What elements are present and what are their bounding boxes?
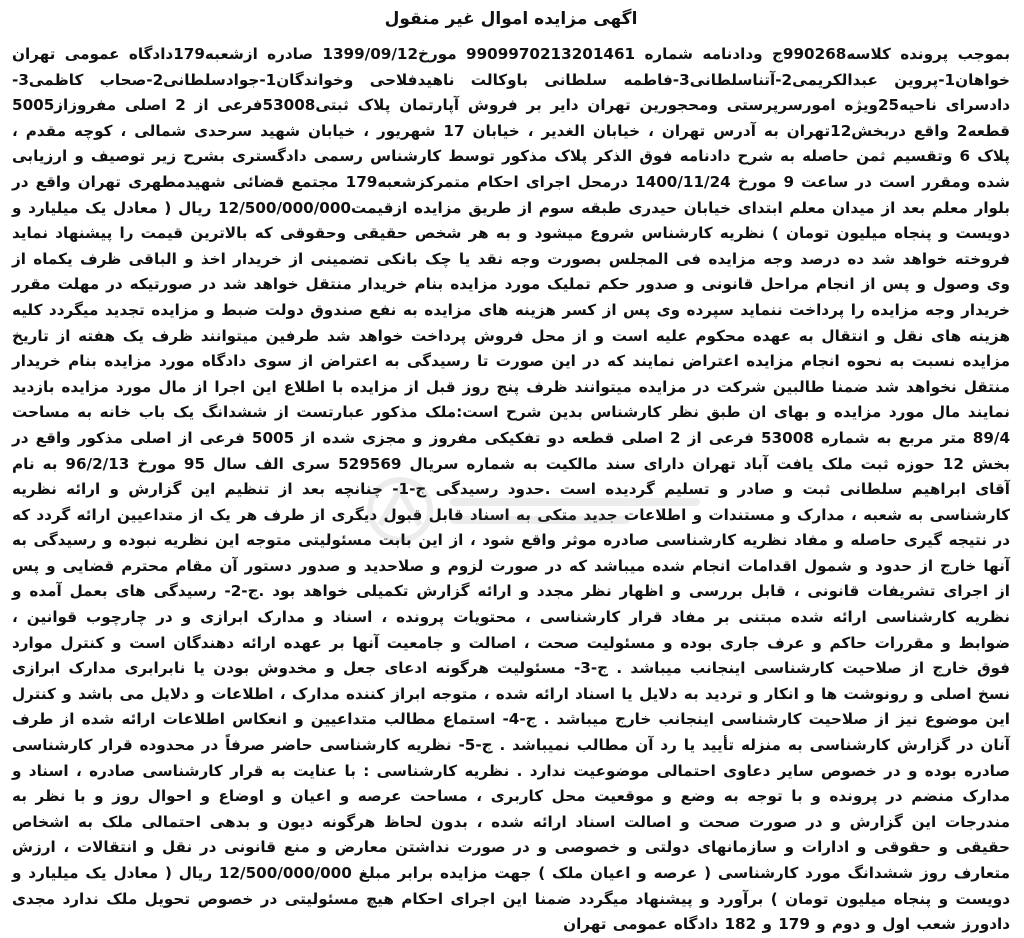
notice-body: بموجب پرونده کلاسه990268ج ودادنامه شماره 9909970213201461 مورخ1399/09/12 صادره ازشعبه179دادگاه عمومی تهران خواهان1-پروین عبدالکریمی2-آتناسلطانی3-فاطمه سلطانی باوکالت ناهیدفلاحی وخواندگان1-جوادسلطانی2-صحاب کاظمی3-دادسرای ناحیه25ویژه امورسرپرستی ومحجورین تهران دایر بر فروش آپارتمان پلاک ثبتی53008فرعی از 2 اصلی مفروزاز5005 قطعه2 واقع دربخش12تهران به آدرس تهران ، خیابان الغدیر ، خیابان 17 شهریور ، خیابان شهید سرحدی شمالی ، کوچه مقدم ، پلاک 6 وتقسیم ثمن حاصله به شرح دادنامه فوق الذکر پلاک مذکور توسط کارشناس رسمی دادگستری بشرح زیر توصیف و ارزیابی شده ومقرر است در ساعت 9 مورخ 1400/11/24 درمحل اجرای احکام متمرکزشعبه179 مجتمع قضائی شهیدمطهری تهران واقع در بلوار معلم بعد از میدان معلم ابتدای خیابان حیدری طبقه سوم از طریق مزایده ازقیمت12/500/000/000 ریال ( معادل یک میلیارد و دویست و پنجاه میلیون تومان ) نظریه کارشناس شروع میشود و به هر شخص حقیقی وحقوقی که بالاترین قیمت را پیشنهاد نماید فروخته خواهد شد ده درصد وجه مزایده فی المجلس بصورت وجه نقد یا چک بانکی تضمینی از خریدار اخذ و الباقی ظرف یکماه از وی وصول و پس از انجام مراحل قانونی و صدور حکم تملیک مورد مزایده بنام خریدار منتقل خواهد شد در صورتیکه در مهلت مقرر خریدار وجه مزایده را پرداخت ننماید سپرده وی پس از کسر هزینه های مزایده به نفع صندوق دولت ضبط و مزایده تجدید میگردد کلیه هزینه های نقل و انتقال به عهده محکوم علیه است و از محل فروش پرداخت خواهد شد طرفین میتوانند ظرف یک هفته از تاریخ مزایده نسبت به نحوه انجام مزایده اعتراض نمایند که در این صورت تا رسیدگی به اعتراض از سوی دادگاه مورد مزایده بنام خریدار منتقل نخواهد شد ضمنا طالبین شرکت در مزایده میتوانند ظرف پنج روز قبل از مزایده با اطلاع این اجرا از مال مورد مزایده بازدید نمایند مال مورد مزایده و بهای ان طبق نظر کارشناس بدین شرح است:ملک مذکور عبارتست از ششدانگ یک باب خانه به مساحت 89/4 متر مربع به شماره 53008 فرعی از 2 اصلی قطعه دو تفکیکی مفروز و مجزی شده از 5005 فرعی از اصلی مذکور واقع در بخش 12 حوزه ثبت ملک یافت آباد تهران دارای سند مالکیت به شماره سریال 529569 سری الف سال 95 مورخ 96/2/13 به نام آقای ابراهیم سلطانی ثبت و صادر و تسلیم گردیده است .حدود رسیدگی ج-1- چنانچه بعد از تنظیم این گزارش و ارائه نظریه کارشناسی به شعبه ، مدارک و مستندات و اطلاعات جدید متکی به اسناد قابل قبول دیگری از طرف هر یک از متداعیین ارائه گردد که در نتیجه گیری حاصله و مفاد نظریه کارشناسی صادره موثر واقع شود ، از این بابت مسئولیتی متوجه این نظریه نبوده و رسیدگی به آنها خارج از حدود و شمول اقدامات انجام شده میباشد که در صورت لزوم و صلاحدید و صدور دستور آن مقام محترم قضایی و پس از اجرای تشریفات قانونی ، قابل بررسی و اظهار نظر مجدد و ارائه گزارش تکمیلی خواهد بود .ج-2- رسیدگی های بعمل آمده و نظریه کارشناسی ارائه شده مبتنی بر مفاد قرار کارشناسی ، محتویات پرونده ، اسناد و مدارک ابرازی و در چارچوب قوانین ، ضوابط و مقررات حاکم و عرف جاری بوده و مسئولیت صحت ، اصالت و جامعیت آنها بر عهده ارائه دهندگان است و کنترل موارد فوق خارج از صلاحیت کارشناسی اینجانب میباشد . ج-3- مسئولیت هرگونه ادعای جعل و مخدوش بودن یا نابرابری مدارک ابرازی نسخ اصلی و رونوشت ها و انکار و تردید به دلایل یا اسناد ارائه شده ، متوجه ابراز کننده مدارک ، اطلاعات و دلایل می باشد و کنترل این موضوع نیز از صلاحیت کارشناسی اینجانب خارج میباشد . ج-4- استماع مطالب متداعیین و انعکاس اطلاعات ارائه شده از طرف آنان در گزارش کارشناسی به منزله تأیید یا رد آن مطالب نمیباشد . ج-5- نظریه کارشناسی حاضر صرفاً در محدوده قرار کارشناسی صادره بوده و در خصوص سایر دعاوی احتمالی موضوعیت ندارد . نظریه کارشناسی : با عنایت به قرار کارشناسی صادره ، اسناد و مدارک منضم در پرونده و با توجه به وضع و موقعیت محل کاربری ، مساحت عرصه و اعیان و اوضاع و احوال روز و با نظر به مندرجات این گزارش و در صورت صحت و اصالت اسناد ارائه شده ، بدون لحاظ هرگونه دیون و بدهی احتمالی ملک به اشخاص حقیقی و حقوقی و ادارات و سازمانهای دولتی و خصوصی و در صورت نداشتن معارض و منع قانونی در نقل و انتقالات ، ارزش متعارف روز ششدانگ مورد کارشناسی ( عرصه و اعیان ملک ) جهت مزایده برابر مبلغ 12/500/000/000 ریال ( معادل یک میلیارد و دویست و پنجاه میلیون تومان ) برآورد و پیشنهاد میگردد ضمنا این اجرای احکام هیچ مسئولیتی در خصوص تحویل ملک ندارد مجدی دادورز شعب اول و دوم و 179 و 182 دادگاه عمومی تهران [12,45,1011,934]
notice-title: اگهی مزایده اموال غیر منقول [384,9,638,29]
